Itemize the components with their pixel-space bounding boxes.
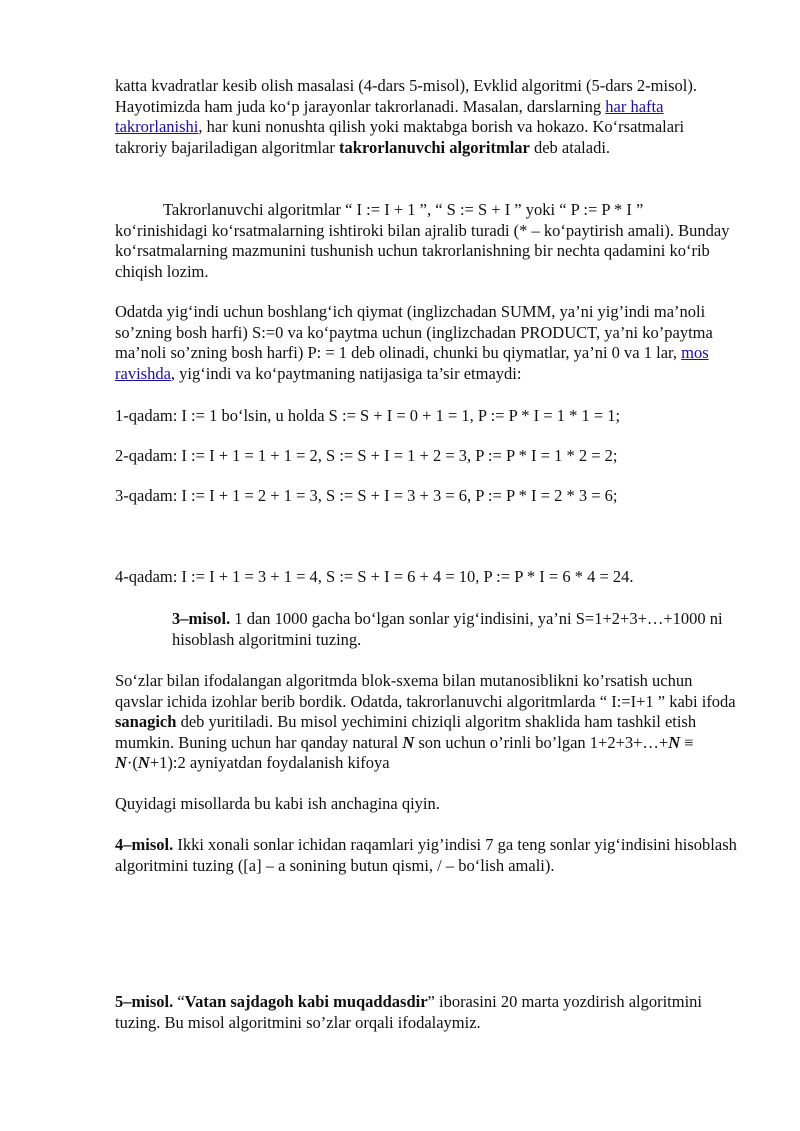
text: “ [173,992,185,1011]
example-4 [115,835,740,876]
paragraph-commands [115,200,740,282]
text: 1 dan 1000 gacha boʻlgan sonlar yigʻindisini, ya’ni S=1+2+3+…+1000 ni hisoblash algoritmini tuzing. [172,609,723,649]
example-3 [172,609,742,650]
text: ” iborasini 20 marta yozdirish algoritmini tuzing. Bu misol algoritmini so’zlar orqali ifodalaymiz. [115,992,703,1032]
quote-text: Vatan sajdagoh kabi muqaddasdir [184,992,428,1011]
text: ·( [126,753,138,772]
step-4: 4-qadam: I := I + 1 = 3 + 1 = 4, S := S + I = 6 + 4 = 10, P := P * I = 6 * 4 = 24. [115,567,634,586]
paragraph-note: Quyidagi misollarda bu kabi ish anchagina qiyin. [115,794,440,813]
var-n: N [402,732,415,752]
text: +1):2 ayniyatdan foydalanish kifoya [149,753,390,772]
paragraph-intro [115,76,740,158]
text: ≡ [680,732,694,752]
text: deb ataladi. [529,137,611,157]
example-5 [115,992,740,1033]
var-n: N [668,732,681,752]
example-label: 5–misol. [115,992,174,1011]
term-sanagich: sanagich [115,712,177,731]
text: deb yuritiladi. Bu misol yechimini chiziqli algoritm shaklida ham tashkil etish mumkin. Buning uchun har qanday natural [115,712,697,752]
example-label: 3–misol. [172,609,231,628]
step-1: 1-qadam: I := 1 boʻlsin, u holda S := S + I = 0 + 1 = 1, P := P * I = 1 * 1 = 1; [115,406,621,425]
text: Odatda yigʻindi uchun boshlangʻich qiymat (inglizchadan SUMM, ya’ni yig’indi ma’noli so’zning bosh harfi) S:=0 va koʻpaytma uchun (inglizchadan PRODUCT, ya’ni ko’paytma ma’noli so’zning bosh harfi) P: = 1 deb olinadi, chunki bu qiymatlar, ya’ni 0 va 1 lar, [115,302,713,362]
var-n: N [115,753,127,772]
text: koʻrinishidagi koʻrsatmalarning ishtiroki bilan ajralib turadi (* – koʻpaytirish amali). Bunday koʻrsatmalarning mazmunini tushunish uchun takrorlanishning bir nechta qadamini koʻrib chiqish lozim. [115,220,730,281]
text: , har kuni nonushta qilish yoki maktabga borish va hokazo. Koʻrsatmalari takroriy bajariladigan algoritmlar [115,117,685,157]
var-n: N [137,753,150,772]
term-takrorlanuvchi: takrorlanuvchi algoritmlar [339,137,530,157]
text: son uchun o’rinli bo’lgan 1+2+3+…+ [414,732,669,752]
step-3: 3-qadam: I := I + 1 = 2 + 1 = 3, S := S + I = 3 + 3 = 6, P := P * I = 2 * 3 = 6; [115,486,618,505]
text: So‘zlar bilan ifodalangan algoritmda blok-sxema bilan mutanosiblikni ko’rsatish uchun qavslar ichida izohlar berib bordik. Odatda, takrorlanuvchi algoritmlarda “ I:=I+1 ” kabi ifoda [115,671,736,711]
text: Takrorlanuvchi algoritmlar “ I := I + 1 ”, “ S := S + I ” yoki “ P := P * I ” [163,200,644,219]
text: katta kvadratlar kesib olish masalasi (4-dars 5-misol), Evklid algoritmi (5-dars 2-misol). Hayotimizda ham juda koʻp jarayonlar takrorlanadi. Masalan, darslarning [115,76,697,116]
link-har-hafta[interactable]: har hafta takrorlanishi [115,96,664,136]
text: Ikki xonali sonlar ichidan raqamlari yig’indisi 7 ga teng sonlar yigʻindisini hisoblash algoritmini tuzing ([a] – a sonining butun qismi, / – boʻlish amali). [115,835,737,875]
paragraph-counter [115,671,740,774]
paragraph-initial-values [115,302,740,384]
text: , yigʻindi va koʻpaytmaning natijasiga ta’sir etmaydi: [170,363,522,383]
example-label: 4–misol. [115,835,174,854]
link-mos-ravishda[interactable]: mos ravishda [115,343,709,383]
step-2: 2-qadam: I := I + 1 = 1 + 1 = 2, S := S + I = 1 + 2 = 3, P := P * I = 1 * 2 = 2; [115,446,618,465]
